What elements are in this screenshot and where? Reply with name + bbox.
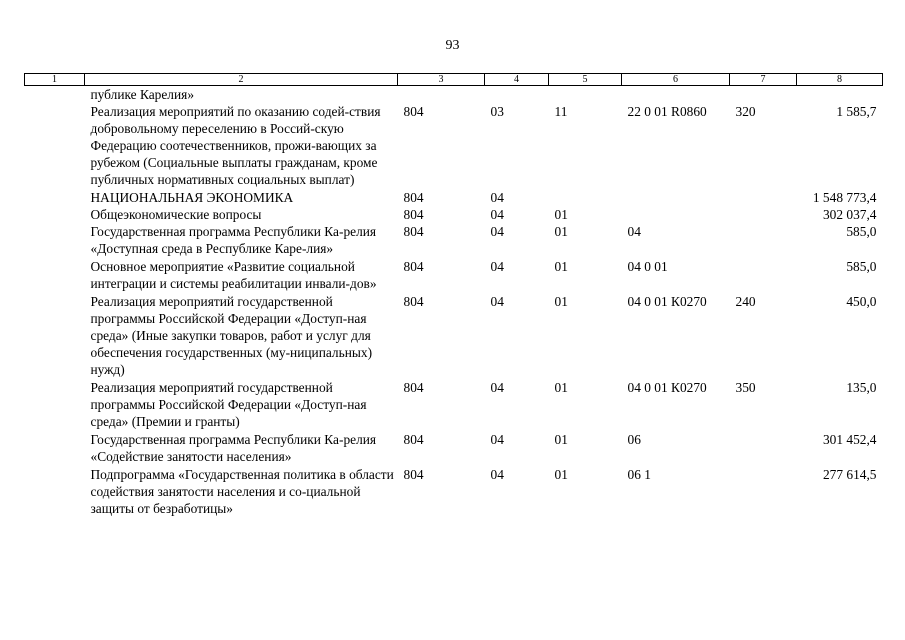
cell-amount: 450,0 (846, 294, 877, 309)
table-row (25, 292, 883, 378)
cell-col-1 (25, 86, 85, 104)
cell-csr (622, 206, 730, 223)
cell-vr (730, 430, 797, 465)
cell-rz: 04 (490, 294, 504, 309)
cell-col-1 (25, 223, 85, 257)
cell-pr: 01 (554, 207, 568, 222)
table-header (25, 74, 883, 86)
cell-col-1 (25, 206, 85, 223)
table-row (25, 465, 883, 517)
cell-name: НАЦИОНАЛЬНАЯ ЭКОНОМИКА (90, 190, 294, 205)
cell-amount: 302 037,4 (822, 207, 877, 222)
cell-vr: 320 (735, 104, 756, 119)
header-col-1: 1 (25, 74, 85, 86)
cell-csr: 04 0 01 К0270 (627, 380, 707, 395)
cell-rz: 04 (490, 259, 504, 274)
header-row (25, 74, 883, 86)
cell-vr (730, 223, 797, 257)
cell-amount: 135,0 (846, 380, 877, 395)
header-col-5: 5 (549, 74, 622, 86)
cell-vr (730, 188, 797, 206)
cell-amount: 277 614,5 (822, 467, 877, 482)
header-col-2: 2 (85, 74, 398, 86)
cell-pr: 01 (554, 432, 568, 447)
table-row (25, 86, 883, 104)
header-col-7: 7 (730, 74, 797, 86)
cell-pr: 01 (554, 294, 568, 309)
cell-csr: 06 (627, 432, 641, 447)
header-col-4: 4 (485, 74, 549, 86)
cell-amount: 585,0 (846, 259, 877, 274)
cell-amount: 1 548 773,4 (812, 190, 877, 205)
cell-name: публике Карелия» (90, 87, 195, 102)
cell-ved: 804 (403, 294, 424, 309)
cell-vr (730, 465, 797, 517)
cell-col-1 (25, 465, 85, 517)
cell-rz (485, 86, 549, 104)
cell-name: Основное мероприятие «Развитие социальной интеграции и системы реабилитации инвали-дов» (90, 259, 377, 291)
cell-col-1 (25, 292, 85, 378)
table-row (25, 188, 883, 206)
cell-csr: 04 (627, 224, 641, 239)
cell-ved: 804 (403, 224, 424, 239)
budget-table (24, 73, 883, 517)
header-col-6: 6 (622, 74, 730, 86)
cell-csr (622, 86, 730, 104)
cell-rz: 04 (490, 432, 504, 447)
cell-vr (730, 206, 797, 223)
cell-rz: 04 (490, 207, 504, 222)
cell-csr: 06 1 (627, 467, 651, 482)
cell-name: Реализация мероприятий государственной программы Российской Федерации «Доступ-ная среда» (Премии и гранты) (90, 380, 367, 429)
cell-rz: 03 (490, 104, 504, 119)
table-row (25, 257, 883, 292)
cell-pr: 01 (554, 224, 568, 239)
cell-name: Реализация мероприятий по оказанию содей-ствия добровольному переселению в Россий-скую Федерацию соотечественников, прожи-вающих за рубежом (Социальные выплаты гражданам, кроме публичных нормативных социальных выплат) (90, 104, 381, 187)
cell-ved: 804 (403, 207, 424, 222)
cell-csr: 04 0 01 (627, 259, 668, 274)
cell-name: Подпрограмма «Государственная политика в области содействия занятости населения и со-циальной защиты от безработицы» (90, 467, 394, 516)
cell-pr: 01 (554, 259, 568, 274)
cell-col-1 (25, 188, 85, 206)
cell-rz: 04 (490, 224, 504, 239)
table-row (25, 430, 883, 465)
cell-col-1 (25, 378, 85, 430)
cell-vr (730, 257, 797, 292)
cell-col-1 (25, 430, 85, 465)
cell-col-1 (25, 257, 85, 292)
cell-pr (549, 86, 622, 104)
table-row (25, 378, 883, 430)
cell-vr: 240 (735, 294, 756, 309)
cell-amount: 1 585,7 (836, 104, 877, 119)
cell-pr (549, 188, 622, 206)
cell-rz: 04 (490, 380, 504, 395)
cell-ved: 804 (403, 190, 424, 205)
cell-ved: 804 (403, 467, 424, 482)
cell-pr: 11 (554, 104, 568, 119)
cell-ved: 804 (403, 380, 424, 395)
cell-vr (730, 86, 797, 104)
cell-name: Государственная программа Республики Ка-релия «Доступная среда в Республике Каре-лия» (90, 224, 377, 256)
cell-rz: 04 (490, 190, 504, 205)
cell-ved: 804 (403, 432, 424, 447)
table-row (25, 103, 883, 188)
cell-col-1 (25, 103, 85, 188)
cell-ved: 804 (403, 104, 424, 119)
cell-amount: 301 452,4 (822, 432, 877, 447)
cell-csr: 04 0 01 К0270 (627, 294, 707, 309)
header-col-3: 3 (398, 74, 485, 86)
cell-vr: 350 (735, 380, 756, 395)
cell-name: Реализация мероприятий государственной программы Российской Федерации «Доступ-ная среда» (Иные закупки товаров, работ и услуг для обеспечения государственных (му-ниципальных) нужд) (90, 294, 373, 377)
cell-ved: 804 (403, 259, 424, 274)
cell-pr: 01 (554, 467, 568, 482)
page-number: 93 (445, 38, 460, 53)
cell-csr (622, 188, 730, 206)
cell-pr: 01 (554, 380, 568, 395)
cell-amount: 585,0 (846, 224, 877, 239)
cell-name: Государственная программа Республики Ка-релия «Содействие занятости населения» (90, 432, 377, 464)
cell-ved (398, 86, 485, 104)
table-row (25, 206, 883, 223)
table-row (25, 223, 883, 257)
table-body (25, 86, 883, 518)
header-col-8: 8 (797, 74, 883, 86)
cell-amount (797, 86, 883, 104)
cell-name: Общеэкономические вопросы (90, 207, 262, 222)
cell-rz: 04 (490, 467, 504, 482)
cell-csr: 22 0 01 R0860 (627, 104, 707, 119)
